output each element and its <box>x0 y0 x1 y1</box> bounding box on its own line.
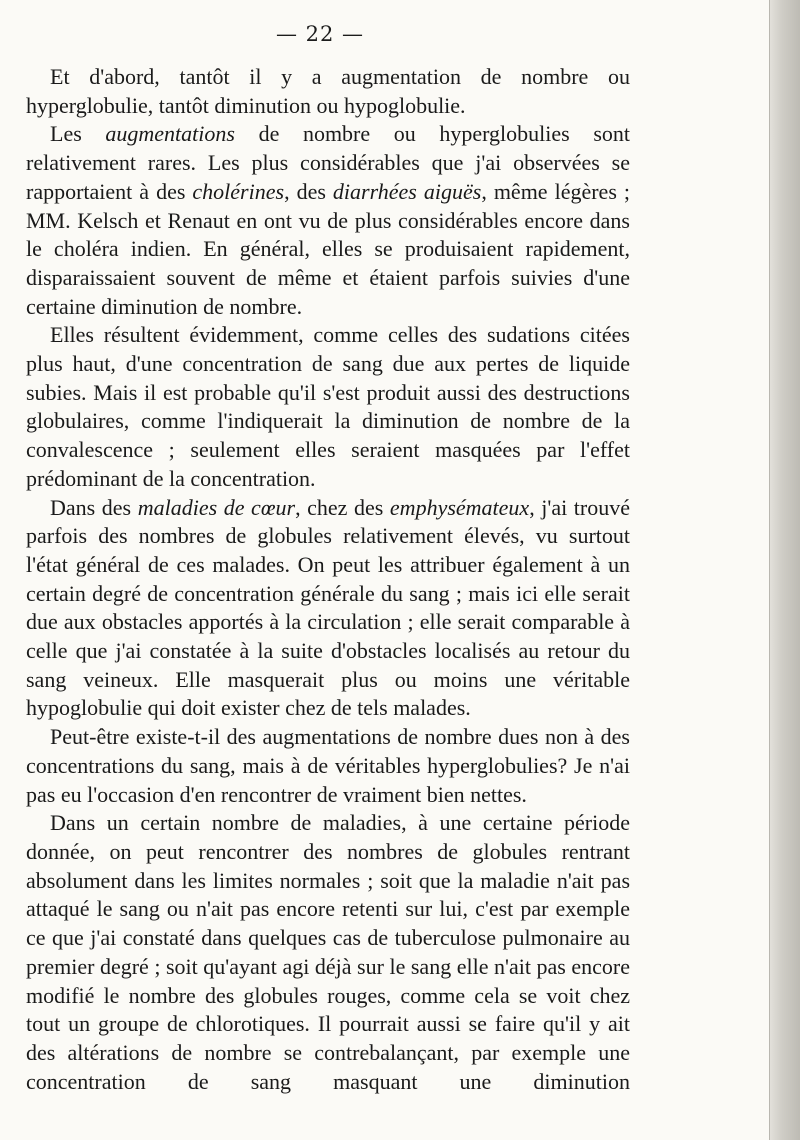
page-number: — 22 — <box>275 22 365 46</box>
text-run: , même légères ; MM. Kelsch et Renaut en ont vu de plus considérables encore dans le choléra indien. En général, elles se produisaient rapidement, disparaissaient souvent de même et étaient parfois suivies d'une certaine diminution de nombre. <box>26 178 631 319</box>
italic-term-cholerines: cholérines <box>192 178 285 204</box>
text-run: Les <box>50 121 106 147</box>
paragraph-hyperglobulies-veritables: Peut-être existe-t-il des augmentations de nombre dues non à des concentrations du sang, mais à de véritables hyperglobulies? Je n'ai pas eu l'occasion d'en rencontrer de vraiment bien nettes. <box>26 724 630 807</box>
paragraph-concentration: Elles résultent évidemment, comme celles des sudations citées plus haut, d'une concentration de sang due aux pertes de liquide subies. Mais il est probable qu'il s'est produit aussi des destructions globulaires, comme l'indiquerait la diminution de nombre de la convalescence ; seulement elles seraient masquées par l'effet prédominant de la concentration. <box>26 322 630 491</box>
page-edge-shadow <box>769 0 800 1140</box>
text-run: , j'ai trouvé parfois des nombres de globules relativement élevés, vu surtout l'état général de ces malades. On peut les attribuer également à un certain degré de concentration générale du sang ; mais ici elle serait due aux obstacles apportés à la circulation ; elle serait comparable à celle que j'ai constatée à la suite d'obstacles localisés au retour du sang veineux. Elle masquerait plus ou moins une véritable hypoglobulie qui doit exister chez de tels malades. <box>26 494 631 721</box>
italic-term-maladies-coeur: maladies de cœur <box>137 494 296 520</box>
paragraph-augmentations <box>26 120 630 321</box>
text-run: de nombre ou hyperglobulies sont relativement rares. Les plus considérables que j'ai observées se rapportaient à des <box>26 121 631 204</box>
italic-term-diarrhees: diarrhées aiguës <box>332 178 482 204</box>
paragraph-limites-normales: Dans un certain nombre de maladies, à une certaine période donnée, on peut rencontrer des nombres de globules rentrant absolument dans les limites normales ; soit que la maladie n'ait pas attaqué le sang ou n'ait pas encore retenti sur lui, c'est par exemple ce que j'ai constaté dans quelques cas de tuberculose pulmonaire au premier degré ; soit qu'ayant agi déjà sur le sang elle n'ait pas encore modifié le nombre des globules rouges, comme cela se voit chez tout un groupe de chlorotiques. Il pourrait aussi se faire qu'il y ait des altérations de nombre se contrebalançant, par exemple une concentration de sang masquant une diminution <box>26 810 630 1094</box>
paragraph-hyperglobulie: Et d'abord, tantôt il y a augmentation de nombre ou hyperglobulie, tantôt diminution ou hypoglobulie. <box>26 64 630 118</box>
italic-term-emphysemateux: emphysémateux <box>389 494 530 520</box>
text-run: , des <box>284 178 333 204</box>
italic-term-augmentations: augmentations <box>105 121 235 147</box>
page-body <box>26 63 630 1096</box>
paragraph-maladies-coeur <box>26 494 630 724</box>
text-run: Dans des <box>50 494 138 520</box>
text-run: , chez des <box>295 494 390 520</box>
